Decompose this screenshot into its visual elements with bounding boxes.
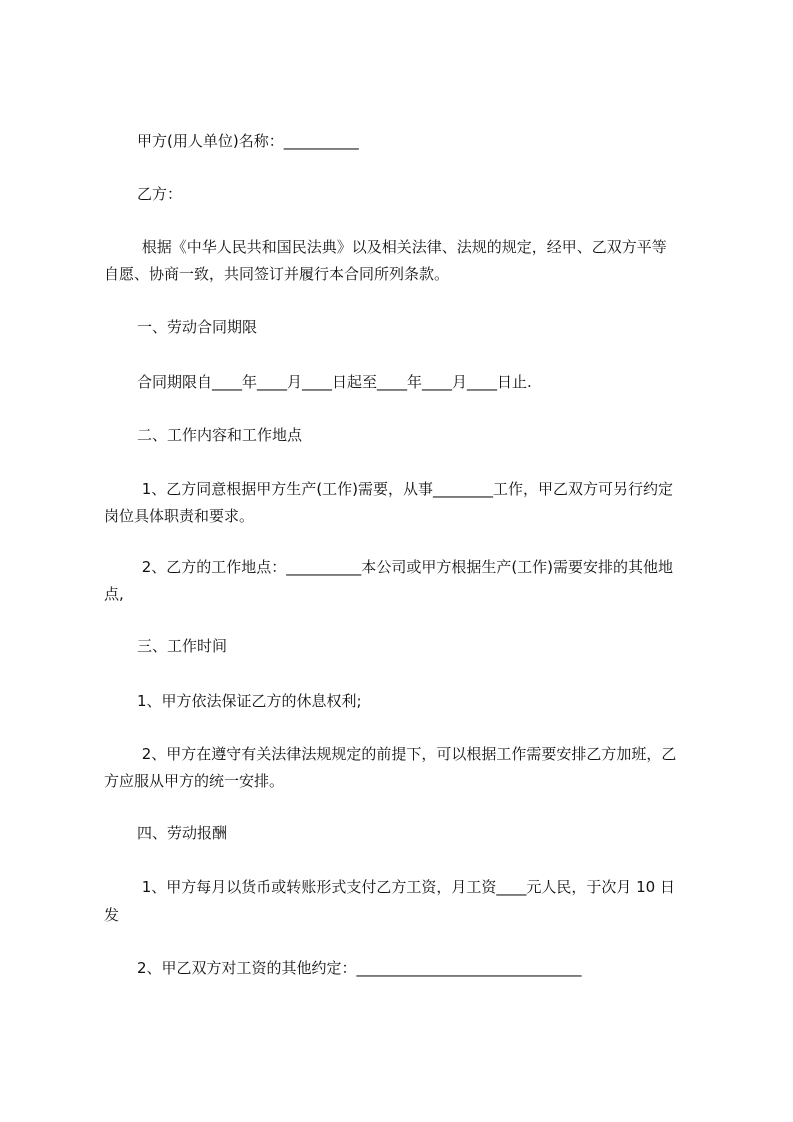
- section-2-item-1-line-2: 岗位具体职责和要求。: [104, 507, 255, 525]
- party-b-name: 乙方：: [137, 185, 183, 203]
- section-1-term: 合同期限自____年____月____日起至____年____月____日止.: [137, 373, 532, 391]
- section-2-item-2-line-1: 2、乙方的工作地点：__________本公司或甲方根据生产(工作)需要安排的其他地: [137, 558, 674, 576]
- section-2-item-1-line-1: 1、乙方同意根据甲方生产(工作)需要，从事________工作，甲乙双方可另行约定: [137, 480, 674, 498]
- preamble-line-1: 根据《中华人民共和国民法典》以及相关法律、法规的规定，经甲、乙双方平等: [137, 238, 667, 256]
- section-2-item-2-line-2: 点,: [104, 585, 124, 603]
- section-3-item-2-line-1: 2、甲方在遵守有关法律法规规定的前提下，可以根据工作需要安排乙方加班，乙: [137, 745, 677, 763]
- section-4-item-1-line-2: 发: [104, 906, 120, 924]
- party-a-name: 甲方(用人单位)名称：__________: [137, 132, 359, 150]
- section-3-title: 三、工作时间: [137, 637, 228, 655]
- section-4-title: 四、劳动报酬: [137, 824, 228, 842]
- section-2-title: 二、工作内容和工作地点: [137, 426, 303, 444]
- section-3-item-1: 1、甲方依法保证乙方的休息权利;: [137, 692, 362, 710]
- section-3-item-2-line-2: 方应服从甲方的统一安排。: [104, 772, 285, 790]
- preamble-line-2: 自愿、协商一致，共同签订并履行本合同所列条款。: [104, 265, 450, 283]
- section-1-title: 一、劳动合同期限: [137, 318, 258, 336]
- section-4-item-1-line-1: 1、甲方每月以货币或转账形式支付乙方工资，月工资____元人民，于次月 10 日: [137, 878, 675, 896]
- section-4-item-2: 2、甲乙双方对工资的其他约定：______________________________: [137, 959, 582, 977]
